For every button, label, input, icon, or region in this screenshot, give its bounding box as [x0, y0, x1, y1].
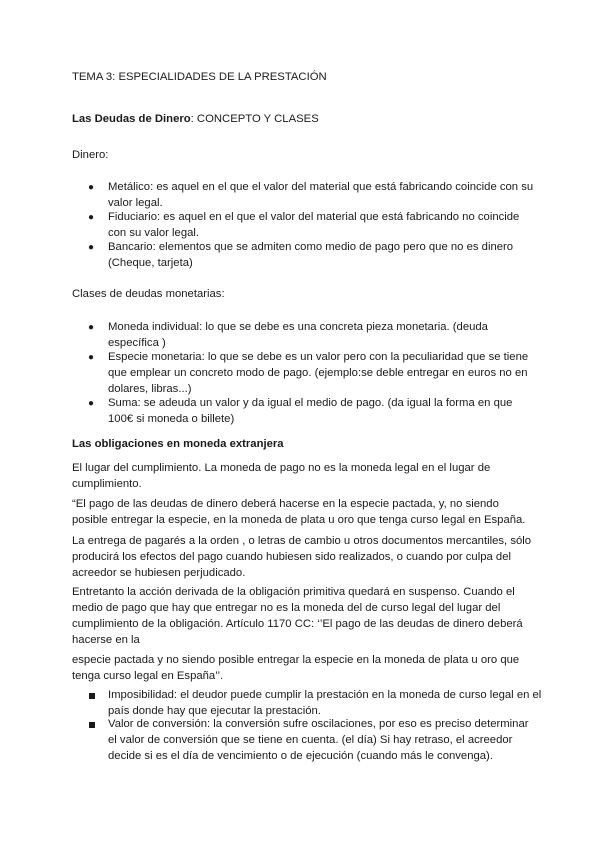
- heading-rest-part: : CONCEPTO Y CLASES: [190, 113, 319, 125]
- paragraph-line: producirá los efectos del pago cuando hubiesen sido realizados, o cuando por culpa del: [72, 551, 511, 563]
- list-item-line: (Cheque, tarjeta): [108, 257, 193, 269]
- paragraph-line: acreedor se hubiesen perjudicado.: [72, 567, 246, 579]
- list-item-line: que emplear un concreto modo de pago. (ejemplo:se deble entregar en euros no en: [108, 367, 528, 379]
- list-item-line: Metálico: es aquel en el que el valor del material que está fabricando coincide con su: [108, 181, 534, 193]
- list-item-line: Fiduciario: es aquel en el que el valor del material que está fabricando no coincide: [108, 211, 520, 223]
- paragraph-line: cumplimiento.: [72, 478, 142, 490]
- list-item-line: Especie monetaria: lo que se debe es un valor pero con la peculiaridad que se tiene: [108, 351, 529, 363]
- list-item-line: Bancario: elementos que se admiten como medio de pago pero que no es dinero: [108, 241, 514, 253]
- list-item-line: valor legal.: [108, 197, 163, 209]
- list-item-line: Suma: se adeuda un valor y da igual el medio de pago. (da igual la forma en que: [108, 397, 513, 409]
- paragraph-line: Entretanto la acción derivada de la obligación primitiva quedará en suspenso. Cuando el: [72, 586, 515, 598]
- list-item-line: con su valor legal.: [108, 227, 200, 239]
- list-item-line: decide si es el día de vencimiento o de ejecución (cuando más le convenga).: [108, 750, 493, 762]
- paragraph-line: hacerse en la: [72, 634, 140, 646]
- section-heading-extranjera: Las obligaciones en moneda extranjera: [72, 438, 284, 450]
- list-item-line: el valor de conversión que se tiene en cuenta. (el día) Si hay retraso, el acreedor: [108, 734, 513, 746]
- document-title: TEMA 3: ESPECIALIDADES DE LA PRESTACIÓN: [72, 71, 327, 83]
- bullet-icon: ●: [88, 398, 95, 409]
- paragraph-line: “El pago de las deudas de dinero deberá hacerse en la especie pactada, y, no siendo: [72, 498, 499, 510]
- paragraph-line: El lugar del cumplimiento. La moneda de pago no es la moneda legal en el lugar de: [72, 462, 491, 474]
- square-bullet-icon: [89, 722, 95, 728]
- paragraph-line: La entrega de pagarés a la orden , o letras de cambio u otros documentos mercantiles, sólo: [72, 535, 532, 547]
- list-item-line: dolares, libras...): [108, 383, 192, 395]
- square-bullet-icon: [89, 693, 95, 699]
- paragraph-line: cumplimiento de la obligación. Artículo 1170 CC: ‘’El pago de las deudas de dinero deberá: [72, 618, 523, 630]
- list-item-line: país donde hay que ejecutar la prestación.: [108, 705, 321, 717]
- bullet-icon: ●: [88, 212, 95, 223]
- paragraph-line: posible entregar la especie, en la moneda de plata u oro que tenga curso legal en España.: [72, 514, 526, 526]
- list-item-line: específica ): [108, 337, 166, 349]
- bullet-icon: ●: [88, 322, 95, 333]
- list-item-line: Valor de conversión: la conversión sufre oscilaciones, por eso es preciso determinar: [108, 718, 529, 730]
- list-item-line: Imposibilidad: el deudor puede cumplir la prestación en la moneda de curso legal en el: [108, 689, 542, 701]
- bullet-icon: ●: [88, 182, 95, 193]
- paragraph-line: tenga curso legal en España’’.: [72, 670, 224, 682]
- bullet-icon: ●: [88, 352, 95, 363]
- clases-label: Clases de deudas monetarias:: [72, 288, 225, 300]
- section-heading-deudas: [72, 111, 319, 128]
- paragraph-line: especie pactada y no siendo posible entregar la especie en la moneda de plata u oro que: [72, 654, 520, 666]
- list-item-line: Moneda individual: lo que se debe es una concreta pieza monetaria. (deuda: [108, 321, 488, 333]
- dinero-label: Dinero:: [72, 149, 109, 161]
- paragraph-line: medio de pago que hay que entregar no es la moneda del de curso legal del lugar del: [72, 602, 501, 614]
- heading-bold-part: Las Deudas de Dinero: [72, 113, 191, 125]
- list-item-line: 100€ si moneda o billete): [108, 413, 235, 425]
- bullet-icon: ●: [88, 242, 95, 253]
